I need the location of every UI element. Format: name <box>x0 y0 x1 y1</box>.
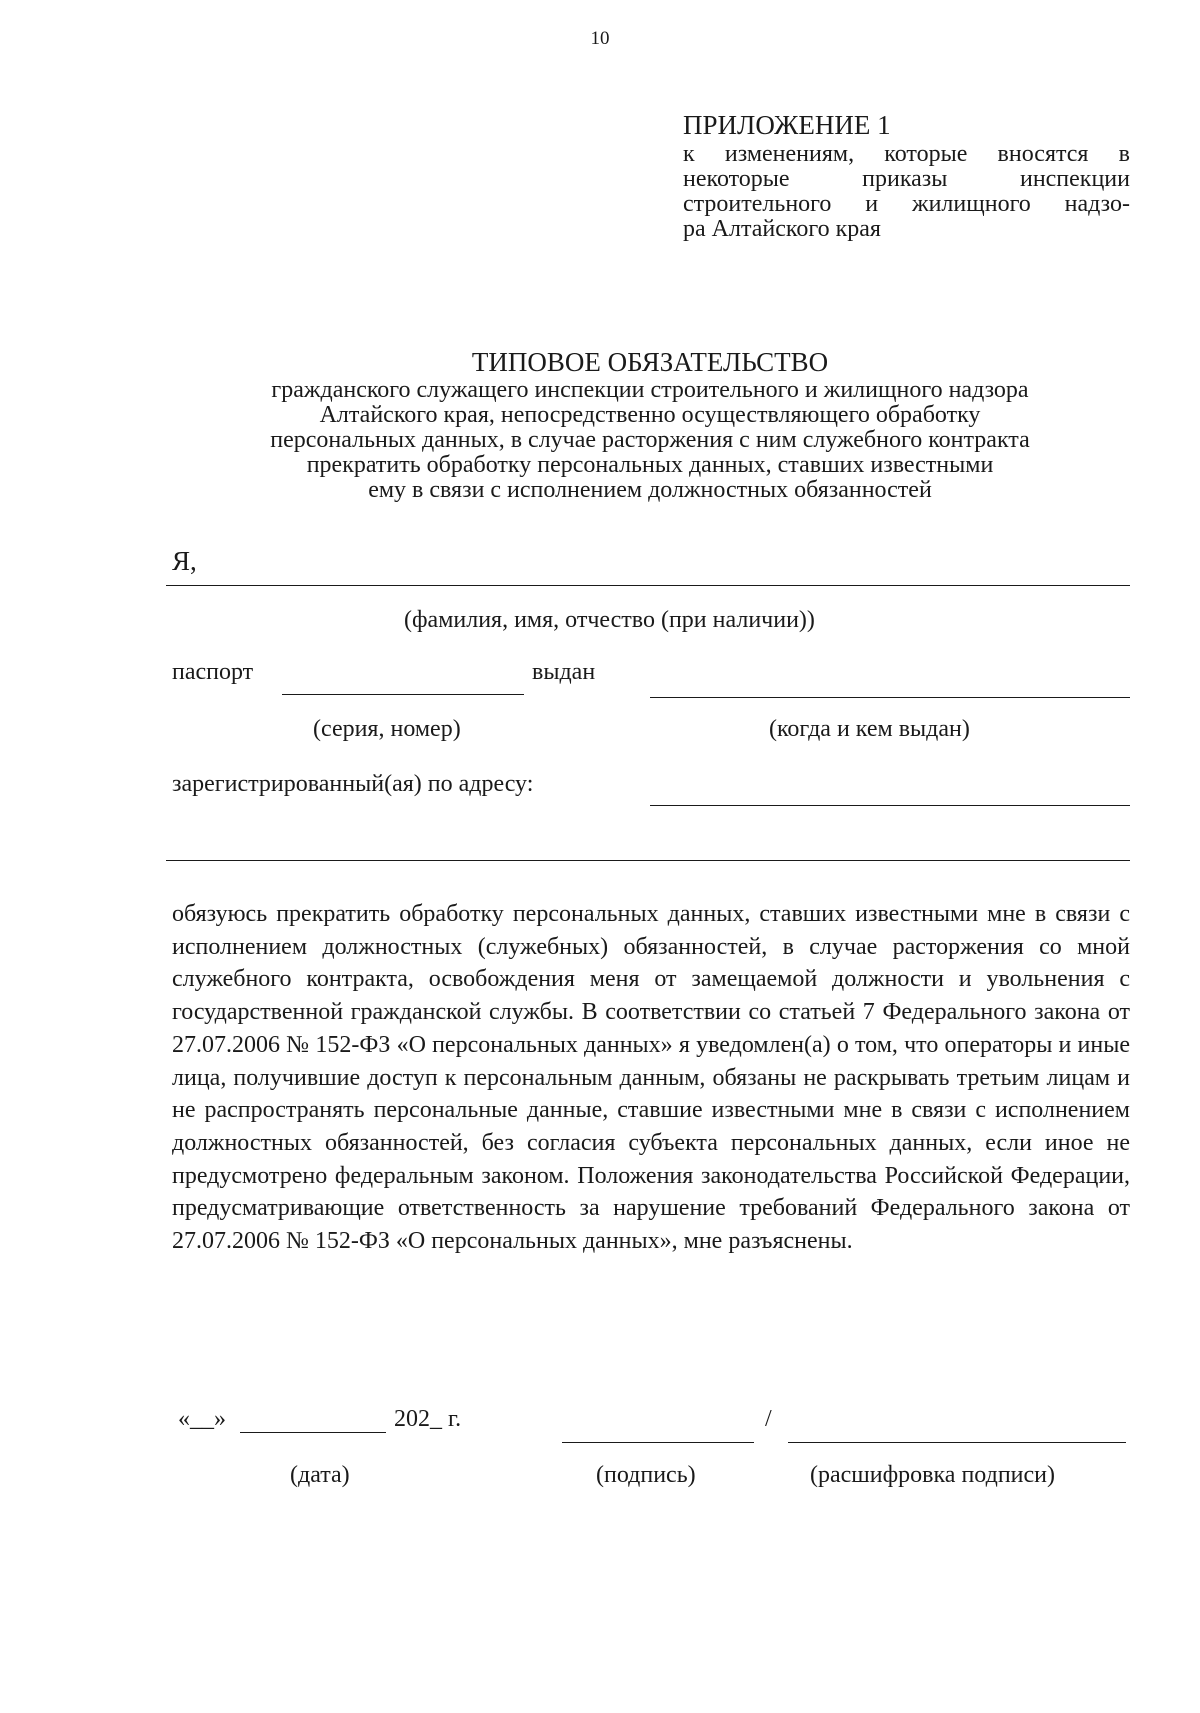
address-label: зарегистрированный(ая) по адресу: <box>172 771 534 797</box>
passport-label: паспорт <box>172 659 254 685</box>
page-number: 10 <box>590 28 610 49</box>
slash-separator: / <box>765 1406 772 1432</box>
signature-decode-line[interactable] <box>788 1442 1126 1443</box>
passport-series-line[interactable] <box>282 694 524 695</box>
subtitle-line: гражданского служащего инспекции строительного и жилищного надзора <box>271 377 1029 403</box>
document-subtitle <box>100 378 1200 503</box>
subtitle-line: персональных данных, в случае расторжения с ним служебного контракта <box>270 427 1030 453</box>
appendix-line: ра Алтайского края <box>683 216 881 242</box>
issued-field-line[interactable] <box>650 697 1130 698</box>
subtitle-line: Алтайского края, непосредственно осуществляющего обработку <box>319 402 981 428</box>
series-caption: (серия, номер) <box>313 716 461 742</box>
subtitle-line: прекратить обработку персональных данных, ставших известными <box>306 452 994 478</box>
fio-caption: (фамилия, имя, отчество (при наличии)) <box>404 607 815 633</box>
date-caption: (дата) <box>290 1462 350 1488</box>
document-title: ТИПОВОЕ ОБЯЗАТЕЛЬСТВО <box>471 347 829 377</box>
fio-field-line[interactable] <box>166 585 1130 586</box>
appendix-title: ПРИЛОЖЕНИЕ 1 <box>683 110 891 140</box>
sign-caption: (подпись) <box>596 1462 696 1488</box>
body-paragraph: обязуюсь прекратить обработку персональных данных, ставших известными мне в связи с исполнением должностных (служебных) обязанностей, в случае расторжения со мной служебного контракта, освобождения меня от замещаемой должности и увольнения с государственной гражданской службы. В соответствии со статьей 7 Федерального закона от 27.07.2006 № 152-ФЗ «О персональных данных» я уведомлен(а) о том, что операторы и иные лица, получившие доступ к персональным данным, обязаны не раскрывать третьим лицам и не распространять персональные данные, ставшие известными мне в связи с исполнением должностных обязанностей, без согласия субъекта персональных данных, если иное не предусмотрено федеральным законом. Положения законодательства Российской Федерации, предусматривающие ответственность за нарушение требований Федерального закона от 27.07.2006 № 152-ФЗ «О персональных данных», мне разъяснены. <box>172 901 1130 1255</box>
issued-caption: (когда и кем выдан) <box>769 716 970 742</box>
address-line-1[interactable] <box>650 805 1130 806</box>
appendix-line: строительного и жилищного надзо- <box>683 191 1130 217</box>
date-day-field: «__» <box>178 1406 226 1432</box>
year-label: 202_ г. <box>394 1406 462 1432</box>
ya-label: Я, <box>172 546 197 576</box>
date-month-line[interactable] <box>240 1432 386 1433</box>
appendix-line: к изменениям, которые вносятся в <box>683 141 1130 167</box>
decode-caption: (расшифровка подписи) <box>810 1462 1055 1488</box>
issued-label: выдан <box>532 659 596 685</box>
appendix-line: некоторые приказы инспекции <box>683 166 1130 192</box>
subtitle-line: ему в связи с исполнением должностных обязанностей <box>368 477 932 503</box>
signature-line[interactable] <box>562 1442 754 1443</box>
address-line-2[interactable] <box>166 860 1130 861</box>
appendix-block <box>683 108 1130 242</box>
